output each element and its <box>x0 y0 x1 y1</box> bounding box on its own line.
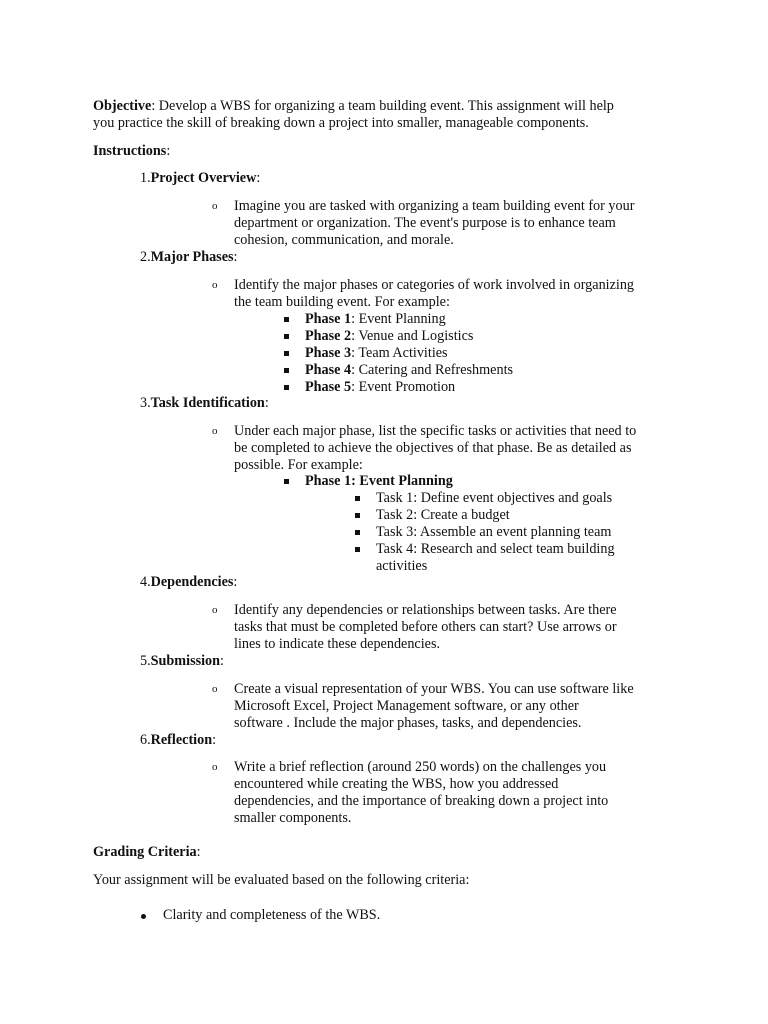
objective-label: Objective <box>93 98 152 114</box>
hollow-circle-bullet-icon: o <box>212 604 218 616</box>
square-bullet-icon <box>355 496 360 501</box>
section-3-heading: 3.Task Identification: <box>140 395 269 411</box>
section-5-heading: 5.Submission: <box>140 653 224 669</box>
section-4-body: Identify any dependencies or relationships between tasks. Are there tasks that must be completed before others can start? Use arrows or lines to indicate these dependencies. <box>234 602 617 652</box>
section-6-body: Write a brief reflection (around 250 words) on the challenges you encountered while creating the WBS, how you addressed dependencies, and the importance of breaking down a project into smaller components. <box>234 759 609 826</box>
grading-intro: Your assignment will be evaluated based on the following criteria: <box>93 872 470 888</box>
grading-criteria-heading: Grading Criteria: <box>93 844 201 860</box>
section-1-body: Imagine you are tasked with organizing a team building event for your department or organization. The event's purpose is to enhance team cohesion, communication, and morale. <box>234 198 635 248</box>
task-item: Task 2: Create a budget <box>376 507 510 523</box>
objective-paragraph <box>93 98 614 132</box>
hollow-circle-bullet-icon: o <box>212 425 218 437</box>
square-bullet-icon <box>355 547 360 552</box>
filled-dot-bullet-icon <box>141 914 146 919</box>
objective-text-line-2: you practice the skill of breaking down a project into smaller, manageable components. <box>93 115 589 131</box>
task-item: Task 3: Assemble an event planning team <box>376 524 612 540</box>
square-bullet-icon <box>284 479 289 484</box>
phase-item: Phase 3: Team Activities <box>305 345 448 361</box>
section-6-heading: 6.Reflection: <box>140 732 217 748</box>
square-bullet-icon <box>355 530 360 535</box>
section-4-heading: 4.Dependencies: <box>140 574 238 590</box>
section-2-body: Identify the major phases or categories of work involved in organizing the team building event. For example: <box>234 277 635 310</box>
phase-1-heading: Phase 1: Event Planning <box>305 473 453 489</box>
square-bullet-icon <box>355 513 360 518</box>
square-bullet-icon <box>284 351 289 356</box>
instructions-heading: Instructions: <box>93 143 171 159</box>
phase-item: Phase 5: Event Promotion <box>305 379 456 395</box>
phase-item: Phase 4: Catering and Refreshments <box>305 362 514 378</box>
grading-item: Clarity and completeness of the WBS. <box>163 907 381 923</box>
task-item: Task 4: Research and select team building <box>376 541 615 557</box>
square-bullet-icon <box>284 334 289 339</box>
objective-text-line-1: : Develop a WBS for organizing a team building event. This assignment will help <box>151 98 614 114</box>
square-bullet-icon <box>284 317 289 322</box>
section-1-heading: 1.Project Overview: <box>140 170 261 186</box>
square-bullet-icon <box>284 368 289 373</box>
square-bullet-icon <box>284 385 289 390</box>
section-2-heading: 2.Major Phases: <box>140 249 238 265</box>
hollow-circle-bullet-icon: o <box>212 683 218 695</box>
task-item: Task 1: Define event objectives and goals <box>376 490 613 506</box>
hollow-circle-bullet-icon: o <box>212 200 218 212</box>
hollow-circle-bullet-icon: o <box>212 279 218 291</box>
phase-item: Phase 2: Venue and Logistics <box>305 328 474 344</box>
task-item-continuation: activities <box>376 558 428 574</box>
section-5-body: Create a visual representation of your WBS. You can use software like Microsoft Excel, Project Management software, or any other software . Include the major phases, tasks, and dependencies. <box>234 681 634 731</box>
hollow-circle-bullet-icon: o <box>212 761 218 773</box>
section-3-body: Under each major phase, list the specific tasks or activities that need to be completed to achieve the objectives of that phase. Be as detailed as possible. For example: <box>234 423 637 473</box>
phase-item: Phase 1: Event Planning <box>305 311 446 327</box>
